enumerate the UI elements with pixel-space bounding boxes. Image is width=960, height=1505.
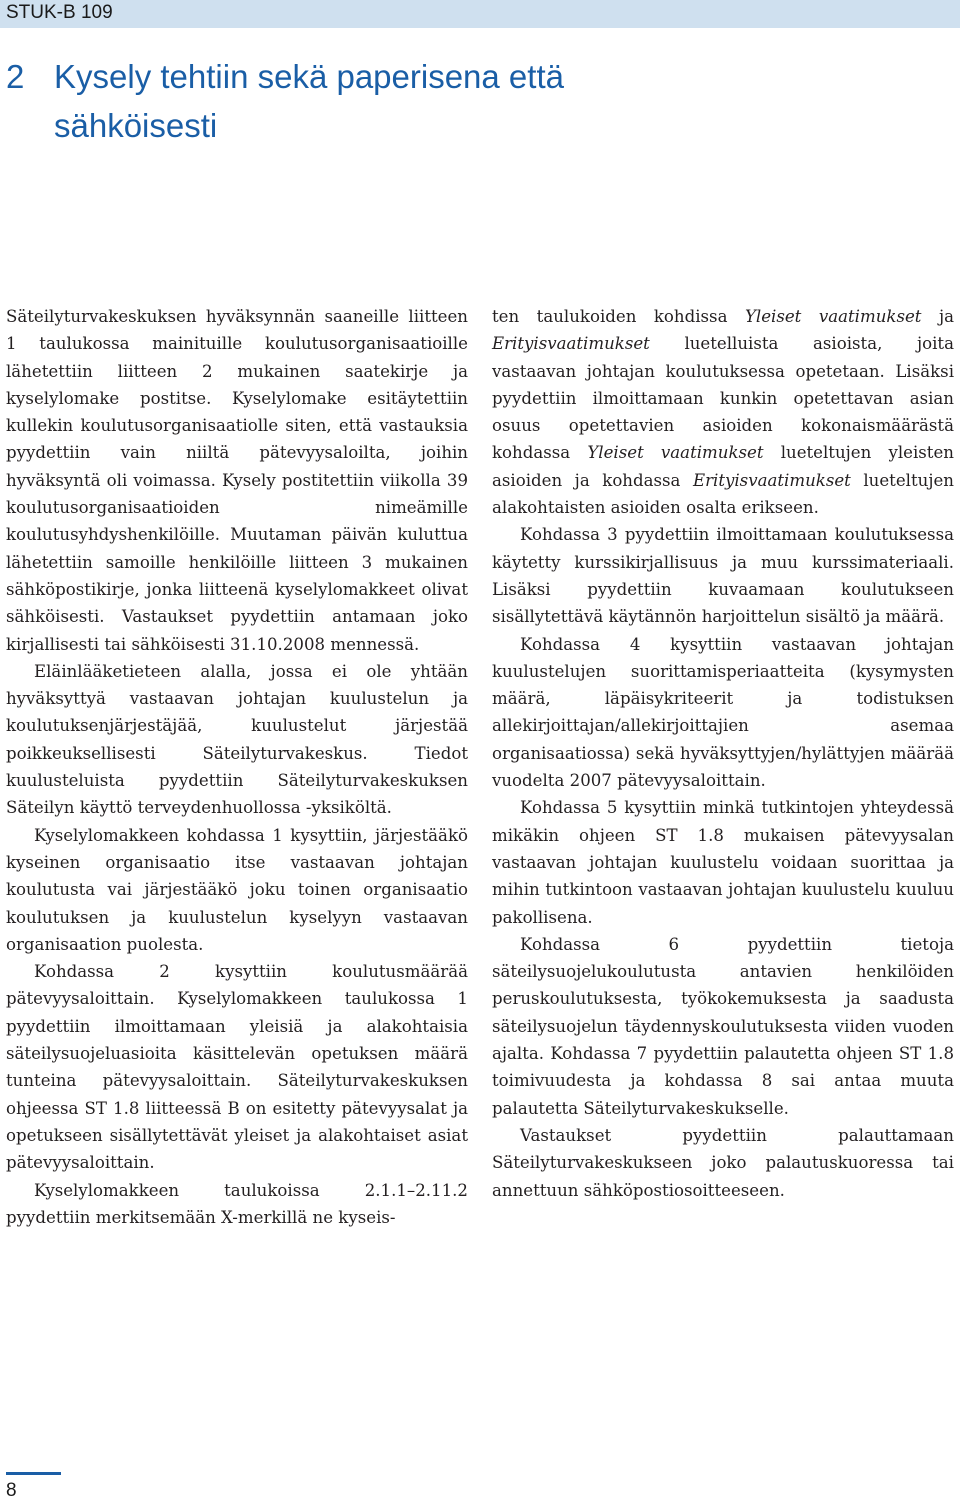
text-run: lueteltujen yleisten asioiden ja kohdassa	[492, 443, 954, 490]
paragraph: Kohdassa 5 kysyttiin minkä tutkintojen yhteydessä mikäkin ohjeen ST 1.8 mukaisen pätevyysalan vastaavan johtajan kuulustelu voidaan suorittaa ja mihin tutkintoon vastaavan johtajan kuulustelu kuuluu pakollisena.	[492, 798, 954, 927]
text-run: ten taulukoiden kohdissa	[492, 307, 745, 326]
chapter-heading	[6, 52, 706, 150]
emphasis: Yleiset vaatimukset	[744, 307, 922, 326]
paragraph: Kohdassa 4 kysyttiin vastaavan johtajan kuulustelujen suorittamisperiaatteita (kysymysten määrä, läpäisykriteerit ja todistuksen allekirjoittajan/allekirjoittajien asemaa organisaatiossa) sekä hyväksyttyjen/hylättyjen määrää vuodelta 2007 pätevyysaloittain.	[492, 634, 954, 791]
emphasis: Erityisvaatimukset	[692, 470, 851, 490]
paragraph: Kohdassa 6 pyydettiin tietoja säteilysuojelukoulutusta antavien henkilöiden peruskoulutuksesta, työkokemuksesta ja saadusta säteilysuojelun täydennyskoulutuksesta viiden vuoden ajalta. Kohdassa 7 pyydettiin palautetta ohjeen ST 1.8 toimivuudesta ja kohdassa 8 sai antaa muuta palautetta Säteilyturvakeskukselle.	[492, 934, 954, 1118]
paragraph: Vastaukset pyydettiin palauttamaan Säteilyturvakeskukseen joko palautuskuoressa tai annettuun sähköpostiosoitteeseen.	[492, 1125, 954, 1200]
text-run: lueteltujen alakohtaisten asioiden osalta erikseen.	[492, 470, 954, 518]
page-number: 8	[6, 1480, 17, 1501]
text-run: ja	[921, 307, 954, 326]
right-text-column	[492, 303, 954, 1204]
paragraph: Eläinlääketieteen alalla, jossa ei ole yhtään hyväksyttyä vastaavan johtajan kuulustelun ja koulutuksenjärjestäjää, kuulustelut järjestää poikkeuksellisesti Säteilyturvakeskus. Tiedot kuulusteluista pyydettiin Säteilyturvakeskuksen Säteilyn käyttö terveydenhuollossa -yksiköltä.	[6, 661, 468, 818]
paragraph: Kohdassa 2 kysyttiin koulutusmäärää pätevyysaloittain. Kyselylomakkeen taulukossa 1 pyydettiin ilmoittamaan yleisiä ja alakohtaisia säteilysuojeluasioita käsittelevän opetuksen määrä tunteina pätevyysaloittain. Säteilyturvakeskuksen ohjeessa ST 1.8 liitteessä B on esitetty pätevyysalat ja opetukseen sisällytettävät yleiset ja alakohtaiset asiat pätevyysaloittain.	[6, 962, 468, 1173]
paragraph: Kyselylomakkeen kohdassa 1 kysyttiin, järjestääkö kyseinen organisaatio itse vastaavan johtajan koulutusta vai järjestääkö joku toinen organisaatio koulutuksen ja kuulustelun kyselyyn vastaavan organisaation puolesta.	[6, 825, 468, 954]
page-number-rule	[6, 1472, 61, 1475]
running-header-bar	[0, 0, 960, 28]
emphasis: Erityisvaatimukset	[492, 334, 650, 354]
paragraph: Säteilyturvakeskuksen hyväksynnän saaneille liitteen 1 taulukossa mainituille koulutusorganisaatioille lähetettiin liitteen 2 mukainen saatekirje ja kyselylomake postitse. Kyselylomake esitäytettiin kullekin koulutusorganisaatiolle siten, että vastauksia pyydettiin vain niiltä pätevyysaloilta, joihin hyväksyntä oli voimassa. Kysely postitettiin viikolla 39 koulutusorganisaatioiden nimeämille koulutusyhdyshenkilöille. Muutaman päivän kuluttua lähetettiin samoille henkilöille liitteen 3 mukainen sähköpostikirje, jonka liitteenä kyselylomakkeet olivat sähköisesti. Vastaukset pyydettiin antamaan joko kirjallisesti tai sähköisesti 31.10.2008 mennessä.	[6, 307, 468, 654]
paragraph: Kyselylomakkeen taulukoissa 2.1.1–2.11.2 pyydettiin merkitsemään X-merkillä ne kyseis-	[6, 1180, 468, 1227]
paragraph	[492, 303, 954, 521]
text-run: luetelluista asioista, joita vastaavan johtajan koulutuksessa opetetaan. Lisäksi pyydettiin ilmoittamaan kunkin opetettavan asian osuus opetettavien asioiden kokonaismäärästä kohdassa	[492, 334, 954, 463]
chapter-number: 2	[6, 58, 25, 95]
paragraph: Kohdassa 3 pyydettiin ilmoittamaan koulutuksessa käytetty kurssikirjallisuus ja muu kurssimateriaali. Lisäksi pyydettiin kuvaamaan koulutukseen sisällytettävä käytännön harjoittelun sisältö ja määrä.	[492, 525, 954, 627]
chapter-title: Kysely tehtiin sekä paperisena että sähköisesti	[54, 58, 564, 144]
left-text-column	[6, 303, 468, 1231]
running-header-label: STUK-B 109	[6, 2, 113, 23]
emphasis: Yleiset vaatimukset	[587, 443, 764, 463]
